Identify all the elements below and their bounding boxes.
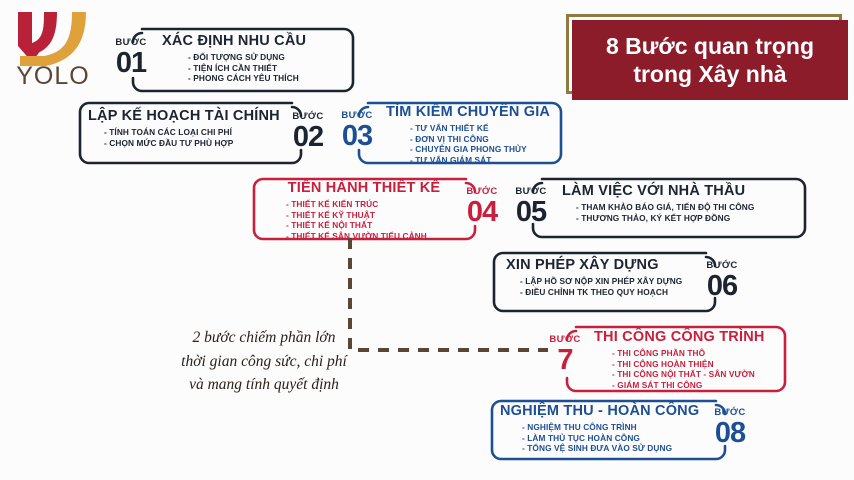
step-title-05: LÀM VIỆC VỚI NHÀ THẦU	[562, 183, 746, 199]
bullet-item: - THI CÔNG HOÀN THIỆN	[612, 358, 714, 369]
step-title-01: XÁC ĐỊNH NHU CẦU	[162, 33, 307, 49]
callout-note-line-1: 2 bước chiếm phần lớn	[192, 329, 336, 346]
step-digit-04: 04	[466, 195, 498, 228]
step-body-02	[88, 109, 280, 148]
step-digit-06: 06	[706, 269, 738, 302]
step-card-08[interactable]	[488, 398, 750, 462]
bullet-item: - ĐƠN VỊ THI CÔNG	[410, 133, 489, 144]
step-label-08: BƯỚC	[714, 407, 746, 418]
step-digit-05: 05	[515, 195, 547, 228]
bullet-item: - THAM KHẢO BÁO GIÁ, TIẾN ĐỘ THI CÔNG	[576, 201, 755, 212]
step-digit-01: 01	[115, 46, 147, 79]
step-bullets-08	[500, 422, 699, 454]
bullet-item: - THƯƠNG THẢO, KÝ KẾT HỢP ĐỒNG	[576, 212, 731, 223]
step-number-01	[107, 38, 155, 78]
bullet-item: - THIẾT KẾ KỸ THUẬT	[286, 209, 376, 220]
callout-note-line-2: thời gian công sức, chi phí	[181, 352, 347, 370]
bullet-item: - PHONG CÁCH YÊU THÍCH	[188, 73, 299, 84]
step-bullets-01	[162, 52, 306, 84]
step-digit-08: 08	[714, 416, 746, 449]
step-card-02[interactable]	[76, 100, 326, 166]
page-title-line-1: 8 Bước quan trọng	[605, 32, 815, 59]
step-label-01: BƯỚC	[115, 37, 147, 48]
step-bullets-02	[88, 127, 280, 148]
logo-wordmark: YOLO	[16, 62, 90, 90]
step-label-06: BƯỚC	[706, 260, 738, 271]
step-label-05: BƯỚC	[515, 186, 547, 197]
step-title-06: XIN PHÉP XÂY DỰNG	[506, 257, 659, 273]
bullet-item: - TÍNH TOÁN CÁC LOẠI CHI PHÍ	[104, 126, 233, 137]
step-digit-07: 7	[557, 343, 573, 376]
step-digit-02: 02	[292, 120, 324, 153]
step-number-04	[458, 187, 506, 227]
bullet-item: - GIÁM SÁT THI CÔNG	[612, 379, 703, 390]
bullet-item: - NGHIỆM THU CÔNG TRÌNH	[522, 421, 637, 432]
bullet-item: - TIỆN ÍCH CẦN THIẾT	[188, 62, 278, 73]
step-number-08	[706, 408, 754, 448]
step-body-05	[562, 184, 754, 223]
bullet-item: - TỔNG VỆ SINH ĐƯA VÀO SỬ DỤNG	[522, 443, 673, 454]
step-label-04: BƯỚC	[466, 186, 498, 197]
step-title-02: LẬP KẾ HOẠCH TÀI CHÍNH	[88, 108, 280, 124]
step-number-03	[333, 111, 381, 151]
bullet-item: - THIẾT KẾ SÂN VƯỜN TIỂU CẢNH	[286, 230, 427, 241]
bullet-item: - TƯ VẤN THIẾT KẾ	[410, 122, 489, 133]
page-title	[572, 20, 848, 100]
step-label-02: BƯỚC	[292, 111, 324, 122]
bullet-item: - TƯ VẤN GIÁM SÁT	[410, 154, 492, 165]
step-label-03: BƯỚC	[341, 110, 373, 121]
step-card-01[interactable]	[108, 26, 356, 94]
step-title-08: NGHIỆM THU - HOÀN CÔNG	[500, 403, 700, 419]
step-number-05	[507, 187, 555, 227]
step-number-06	[698, 261, 746, 301]
bullet-item: - CHUYÊN GIA PHONG THỦY	[410, 144, 527, 155]
step-title-07: THI CÔNG CÔNG TRÌNH	[594, 329, 765, 345]
step-bullets-05	[562, 202, 754, 223]
bullet-item: - THIẾT KẾ NỘI THẤT	[286, 220, 373, 231]
step-card-05[interactable]	[508, 176, 808, 240]
bullet-item: - LẬP HỒ SƠ NỘP XIN PHÉP XÂY DỰNG	[520, 275, 683, 286]
step-body-08	[500, 404, 699, 454]
step-body-01	[162, 34, 306, 84]
step-label-07: BƯỚC	[549, 334, 581, 345]
step-digit-03: 03	[341, 119, 373, 152]
page-title-line-2: trong Xây nhà	[633, 61, 787, 87]
bullet-item: - THI CÔNG PHẦN THÔ	[612, 347, 706, 358]
step-title-04: TIẾN HÀNH THIẾT KẾ	[287, 180, 441, 196]
step-bullets-03	[386, 123, 550, 165]
bullet-item: - CHỌN MỨC ĐẦU TƯ PHÙ HỢP	[104, 137, 234, 148]
step-number-02	[284, 112, 332, 152]
bullet-item: - ĐIỀU CHỈNH TK THEO QUY HOẠCH	[520, 286, 669, 297]
bullet-item: - THIẾT KẾ KIẾN TRÚC	[286, 198, 379, 209]
bullet-item: - LÀM THỦ TỤC HOÀN CÔNG	[522, 432, 640, 443]
step-card-03[interactable]	[334, 100, 564, 166]
step-body-03	[386, 105, 550, 165]
step-title-03: TÌM KIẾM CHUYÊN GIA	[386, 104, 551, 120]
bullet-item: - THI CÔNG NỘI THẤT - SÂN VƯỜN	[612, 369, 755, 380]
callout-note	[148, 326, 380, 397]
bullet-item: - ĐỐI TƯỢNG SỬ DỤNG	[188, 51, 285, 62]
callout-note-line-3: và mang tính quyết định	[189, 376, 339, 394]
